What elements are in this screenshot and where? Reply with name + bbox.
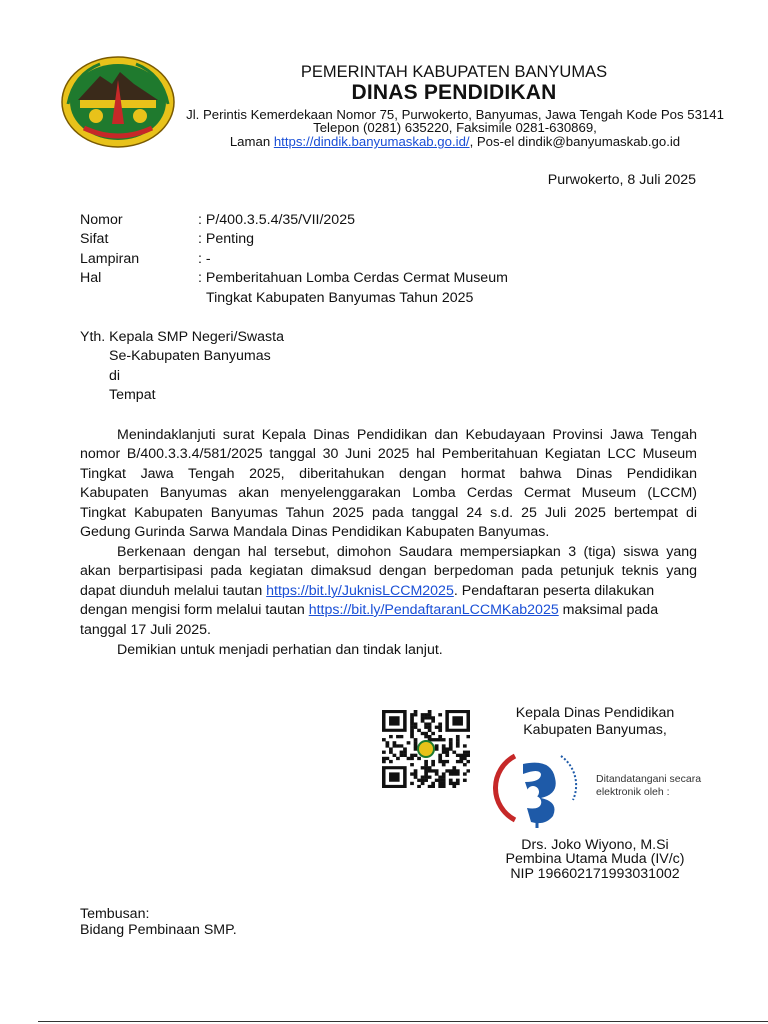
signer-rank: Pembina Utama Muda (IV/c) <box>505 851 685 867</box>
hal-label: Hal <box>80 270 102 286</box>
body-p2-line-4 <box>80 601 658 620</box>
sifat-label: Sifat <box>80 231 109 247</box>
e-signature-note-2: elektronik oleh : <box>596 786 670 798</box>
signer-name: Drs. Joko Wiyono, M.Si <box>521 837 669 853</box>
body-p2-line-3-pre: dapat diunduh melalui tautan <box>80 583 267 599</box>
recipient-line-3: di <box>109 368 121 384</box>
nomor-label: Nomor <box>80 212 123 228</box>
body-p2-line-2: akan berpartisipasi pada kegiatan dimaksud dengan berpedoman pada petunjuk teknis yang <box>80 563 697 579</box>
agency-phone: Telepon (0281) 635220, Faksimile 0281-630869, <box>313 120 597 135</box>
body-p2-line-5: tanggal 17 Juli 2025. <box>80 622 211 638</box>
footer-divider <box>38 1021 768 1022</box>
agency-website-link[interactable]: https://dindik.banyumaskab.go.id/ <box>273 134 470 149</box>
agency-address: Jl. Perintis Kemerdekaan Nomor 75, Purwokerto, Banyumas, Jawa Tengah Kode Pos 53141 <box>186 107 724 122</box>
body-p1-line-1: Menindaklanjuti surat Kepala Dinas Pendidikan dan Kebudayaan Provinsi Jawa Tengah <box>117 427 697 443</box>
body-p1-line-2: nomor B/400.3.3.4/581/2025 tanggal 30 Juni 2025 hal Pemberitahuan Kegiatan LCC Museum <box>80 446 697 462</box>
electronic-signature-seal-icon <box>493 748 583 828</box>
agency-name: DINAS PENDIDIKAN <box>351 81 557 104</box>
hal-value-2: Tingkat Kabupaten Banyumas Tahun 2025 <box>206 290 474 306</box>
body-p2-line-4-post: maksimal pada <box>558 602 659 618</box>
body-p2-line-4-pre: dengan mengisi form melalui tautan <box>80 602 309 618</box>
cc-item: Bidang Pembinaan SMP. <box>80 922 237 938</box>
body-p1-line-4: Kabupaten Banyumas akan menyelenggarakan Lomba Cerdas Cermat Museum (LCCM) <box>80 485 697 501</box>
body-p3: Demikian untuk menjadi perhatian dan tindak lanjut. <box>117 642 443 658</box>
body-p1-line-3: Tingkat Jawa Tengah 2025, diberitahukan dengan hormat bahwa Dinas Pendidikan <box>80 466 697 482</box>
lampiran-label: Lampiran <box>80 251 140 267</box>
recipient-line-4: Tempat <box>109 387 156 403</box>
government-name: PEMERINTAH KABUPATEN BANYUMAS <box>300 63 608 81</box>
hal-value-1: : Pemberitahuan Lomba Cerdas Cermat Museum <box>198 270 508 286</box>
body-p2-line-3 <box>80 582 654 601</box>
juknis-link[interactable]: https://bit.ly/JuknisLCCM2025 <box>266 583 454 599</box>
body-p1-line-6: Gedung Gurinda Sarwa Mandala Dinas Pendidikan Kabupaten Banyumas. <box>80 524 550 540</box>
body-p2-line-3-post: . Pendaftaran peserta dilakukan <box>453 583 655 599</box>
banyumas-regency-emblem-icon <box>60 54 176 150</box>
agency-email: , Pos-el dindik@banyumaskab.go.id <box>469 134 681 149</box>
sifat-value: : Penting <box>198 231 255 247</box>
e-signature-note <box>596 773 701 799</box>
signer-title-1: Kepala Dinas Pendidikan <box>515 705 675 721</box>
lampiran-value: : - <box>198 251 211 267</box>
agency-web-line <box>160 133 750 150</box>
e-signature-note-1: Ditandatangani secara <box>596 773 702 785</box>
cc-label: Tembusan: <box>80 906 150 922</box>
body-p2-line-1: Berkenaan dengan hal tersebut, dimohon Saudara mempersiapkan 3 (tiga) siswa yang <box>117 544 697 560</box>
signer-nip: NIP 196602171993031002 <box>510 866 680 882</box>
recipient-line-2: Se-Kabupaten Banyumas <box>109 348 271 364</box>
signer-title-2: Kabupaten Banyumas, <box>523 722 667 738</box>
web-prefix: Laman <box>229 134 274 149</box>
qr-code-icon <box>382 710 470 788</box>
letter-date: Purwokerto, 8 Juli 2025 <box>547 172 696 188</box>
nomor-value: : P/400.3.5.4/35/VII/2025 <box>198 212 355 228</box>
registration-link[interactable]: https://bit.ly/PendaftaranLCCMKab2025 <box>308 602 559 618</box>
recipient-line-1: Yth. Kepala SMP Negeri/Swasta <box>80 329 284 345</box>
body-p1-line-5: Tingkat Kabupaten Banyumas Tahun 2025 pada tanggal 24 s.d. 25 Juli 2025 bertempat di <box>80 505 697 521</box>
